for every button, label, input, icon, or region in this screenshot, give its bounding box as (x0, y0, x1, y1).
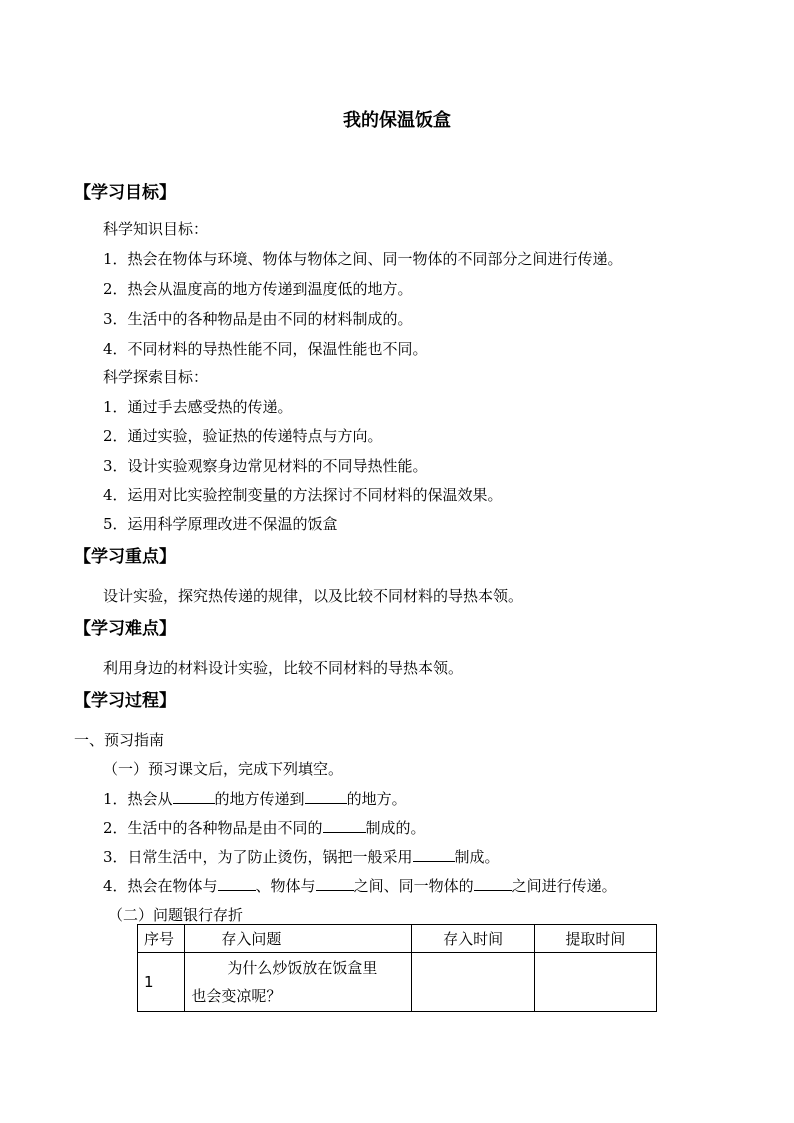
fill-question-1 (103, 788, 407, 809)
knowledge-item: 1．热会在物体与环境、物体与物体之间、同一物体的不同部分之间进行传递。 (103, 250, 623, 268)
fill-blank[interactable] (173, 789, 215, 804)
fill-text: 制成的。 (365, 819, 426, 837)
fill-text: 的地方传递到 (214, 790, 305, 808)
fill-blank[interactable] (323, 818, 366, 833)
fill-text: 2．生活中的各种物品是由不同的 (103, 819, 323, 837)
key-heading: 【学习重点】 (74, 547, 176, 567)
explore-item: 2．通过实验，验证热的传递特点与方向。 (103, 427, 383, 445)
goals-heading: 【学习目标】 (74, 183, 176, 203)
question-cell[interactable] (185, 953, 412, 1012)
row-number: 1 (138, 953, 185, 1012)
fill-text: 1．热会从 (103, 790, 173, 808)
question-line: 为什么炒饭放在饭盒里 (227, 959, 378, 977)
column-header: 序号 (138, 925, 185, 953)
fill-text: 之间进行传递。 (511, 877, 617, 895)
question-line: 也会变凉呢？ (191, 987, 282, 1005)
column-header: 存入问题 (185, 925, 412, 953)
fill-question-2 (103, 817, 426, 838)
process-heading: 【学习过程】 (74, 691, 176, 711)
page-title: 我的保温饭盒 (343, 110, 451, 131)
explore-item: 4．运用对比实验控制变量的方法探讨不同材料的保温效果。 (103, 486, 503, 504)
knowledge-item: 2．热会从温度高的地方传递到温度低的地方。 (103, 280, 413, 298)
difficult-text: 利用身边的材料设计实验，比较不同材料的导热本领。 (103, 659, 464, 677)
knowledge-label: 科学知识目标： (103, 220, 209, 238)
preview-sub2: （二）问题银行存折 (108, 906, 244, 924)
fill-text: 之间、同一物体的 (353, 877, 474, 895)
fill-text: 、物体与 (255, 877, 316, 895)
preview-sub1: （一）预习课文后，完成下列填空。 (103, 760, 344, 778)
knowledge-item: 4．不同材料的导热性能不同，保温性能也不同。 (103, 340, 428, 358)
fill-text: 4．热会在物体与 (103, 877, 218, 895)
fill-blank[interactable] (413, 847, 455, 862)
difficult-heading: 【学习难点】 (74, 619, 176, 639)
withdraw-time-cell[interactable] (534, 953, 656, 1012)
preview-heading: 一、预习指南 (74, 731, 165, 749)
deposit-time-cell[interactable] (412, 953, 534, 1012)
table-header-row (138, 925, 657, 953)
fill-blank[interactable] (305, 789, 347, 804)
explore-item: 5．运用科学原理改进不保温的饭盒 (103, 515, 338, 533)
column-header: 存入时间 (412, 925, 534, 953)
fill-blank[interactable] (316, 876, 354, 891)
column-header: 提取时间 (534, 925, 656, 953)
table-row (138, 953, 657, 1012)
knowledge-item: 3．生活中的各种物品是由不同的材料制成的。 (103, 310, 413, 328)
fill-question-4 (103, 875, 617, 896)
question-bank-table (137, 924, 657, 1012)
explore-item: 3．设计实验观察身边常见材料的不同导热性能。 (103, 457, 428, 475)
key-text: 设计实验，探究热传递的规律，以及比较不同材料的导热本领。 (103, 587, 524, 605)
fill-text: 3．日常生活中，为了防止烫伤，锅把一般采用 (103, 848, 413, 866)
fill-blank[interactable] (218, 876, 256, 891)
explore-label: 科学探索目标： (103, 368, 209, 386)
fill-question-3 (103, 846, 500, 867)
fill-text: 的地方。 (346, 790, 407, 808)
fill-blank[interactable] (474, 876, 512, 891)
fill-text: 制成。 (454, 848, 500, 866)
explore-item: 1．通过手去感受热的传递。 (103, 398, 293, 416)
